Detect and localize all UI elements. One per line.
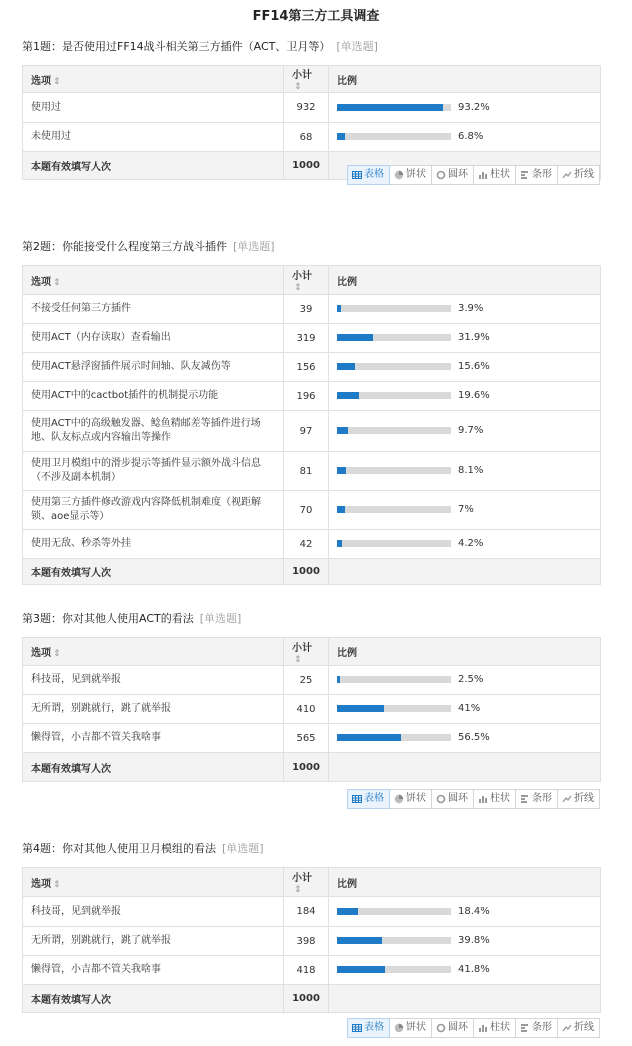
total-label: 本题有效填写人次: [23, 559, 284, 585]
ratio-cell: [329, 295, 601, 324]
line-icon: [562, 1023, 574, 1033]
ratio-cell: [329, 452, 601, 491]
progress-bar-fill: [337, 705, 384, 712]
progress-bar-fill: [337, 676, 340, 683]
option-count: 184: [284, 897, 329, 927]
sort-icon[interactable]: ⇕: [294, 885, 302, 895]
tab-ring[interactable]: [431, 789, 474, 809]
percent-label: 18.4%: [458, 905, 490, 917]
option-header-label: 选项: [31, 648, 51, 659]
pie-icon: [394, 794, 406, 804]
progress-bar-track: [337, 133, 451, 140]
question-type: [单选题]: [336, 40, 378, 53]
option-label: 使用ACT中的高级触发器、鲶鱼精邮差等插件进行场地、队友标点或内容输出等操作: [23, 411, 284, 452]
tab-table[interactable]: [347, 1018, 390, 1038]
column-icon: [478, 794, 490, 804]
tab-pie[interactable]: [389, 165, 432, 185]
percent-label: 3.9%: [458, 303, 484, 314]
table-row: [23, 491, 601, 530]
option-count: 68: [284, 123, 329, 152]
table-row: [23, 695, 601, 724]
ratio-cell: [329, 324, 601, 353]
line-icon: [562, 170, 574, 180]
tab-ring[interactable]: [431, 1018, 474, 1038]
ratio-cell: [329, 353, 601, 382]
ratio-cell: [329, 956, 601, 985]
progress-bar-track: [337, 467, 451, 474]
chart-type-tabs: [348, 1018, 600, 1038]
tab-label: 圆环: [448, 1022, 468, 1033]
table-icon: [352, 1023, 364, 1033]
ratio-cell: [329, 927, 601, 956]
results-table: [22, 637, 601, 782]
option-count: 81: [284, 452, 329, 491]
table-icon: [352, 794, 364, 804]
percent-label: 19.6%: [458, 390, 490, 401]
results-table: [22, 867, 601, 1013]
sort-icon[interactable]: ⇕: [294, 82, 302, 92]
progress-bar-track: [337, 305, 451, 312]
tab-line[interactable]: [557, 1018, 600, 1038]
progress-bar-track: [337, 705, 451, 712]
progress-bar-track: [337, 540, 451, 547]
table-icon: [352, 170, 364, 180]
option-label: 科技哥，见到就举报: [23, 666, 284, 695]
progress-bar-fill: [337, 467, 346, 474]
option-count: 932: [284, 93, 329, 123]
ratio-cell: [329, 695, 601, 724]
tab-label: 饼状: [406, 169, 426, 180]
progress-bar-fill: [337, 392, 359, 399]
tab-bar[interactable]: [515, 1018, 558, 1038]
percent-label: 41.8%: [458, 964, 490, 975]
total-empty-cell: [329, 753, 601, 782]
progress-bar-fill: [337, 427, 348, 434]
table-row: [23, 93, 601, 123]
option-label: 科技哥，见到就举报: [23, 897, 284, 927]
option-count: 319: [284, 324, 329, 353]
table-header-row: [23, 868, 601, 897]
ring-icon: [436, 1023, 448, 1033]
line-icon: [562, 794, 574, 804]
tab-line[interactable]: [557, 789, 600, 809]
tab-label: 柱状: [490, 793, 510, 804]
option-count: 418: [284, 956, 329, 985]
progress-bar-fill: [337, 966, 385, 973]
question-title: [22, 611, 241, 627]
count-column-header[interactable]: [284, 66, 329, 93]
table-row: [23, 295, 601, 324]
option-header-label: 选项: [31, 276, 51, 288]
progress-bar-fill: [337, 334, 373, 341]
table-row: [23, 927, 601, 956]
ratio-cell: [329, 724, 601, 753]
option-count: 196: [284, 382, 329, 411]
option-count: 42: [284, 530, 329, 559]
percent-label: 8.1%: [458, 465, 484, 476]
count-header-label: 小计: [292, 642, 312, 654]
question-type: [单选题]: [222, 842, 264, 855]
total-row: [23, 753, 601, 782]
progress-bar-fill: [337, 133, 345, 140]
count-header-label: 小计: [292, 70, 312, 81]
sort-icon[interactable]: ⇕: [53, 76, 61, 87]
question-title: [22, 39, 378, 55]
question-type: [单选题]: [199, 612, 242, 625]
ratio-cell: [329, 382, 601, 411]
tab-label: 圆环: [448, 169, 468, 180]
table-row: [23, 897, 601, 927]
table-row: [23, 956, 601, 985]
table-row: [23, 123, 601, 152]
option-header-label: 选项: [31, 878, 51, 890]
percent-label: 41%: [458, 703, 481, 714]
progress-bar-fill: [337, 540, 342, 547]
chart-type-tabs: [348, 165, 600, 185]
ratio-cell: [329, 491, 601, 530]
tab-label: 饼状: [406, 1022, 426, 1033]
ratio-cell: [329, 93, 601, 123]
option-label: 使用第三方插件修改游戏内容降低机制难度（视距解锁、aoe显示等）: [23, 491, 284, 530]
question-title-text: 第4题：你对其他人使用卫月模组的看法: [22, 842, 216, 855]
total-row: [23, 559, 601, 585]
option-count: 565: [284, 724, 329, 753]
tab-label: 折线: [574, 1022, 594, 1033]
results-table: [22, 65, 601, 180]
ratio-cell: [329, 666, 601, 695]
sort-icon[interactable]: ⇕: [53, 879, 61, 890]
tab-bar[interactable]: [515, 165, 558, 185]
tab-pie[interactable]: [389, 789, 432, 809]
table-row: [23, 382, 601, 411]
percent-label: 93.2%: [458, 101, 490, 113]
table-header-row: [23, 638, 601, 666]
option-count: 97: [284, 411, 329, 452]
option-column-header[interactable]: [23, 638, 284, 666]
option-count: 70: [284, 491, 329, 530]
table-row: [23, 452, 601, 491]
results-table: [22, 265, 601, 585]
progress-bar-fill: [337, 506, 345, 513]
bar-icon: [520, 794, 532, 804]
total-empty-cell: [329, 559, 601, 585]
option-column-header[interactable]: [23, 66, 284, 93]
progress-bar-track: [337, 734, 451, 741]
tab-pie[interactable]: [389, 1018, 432, 1038]
tab-ring[interactable]: [431, 165, 474, 185]
total-row: [23, 985, 601, 1013]
tab-label: 柱状: [490, 1022, 510, 1033]
table-row: [23, 666, 601, 695]
total-count: 1000: [284, 152, 329, 180]
tab-label: 表格: [364, 169, 384, 180]
percent-label: 9.7%: [458, 425, 484, 436]
progress-bar-track: [337, 676, 451, 683]
option-count: 156: [284, 353, 329, 382]
column-icon: [478, 1023, 490, 1033]
pie-icon: [394, 1023, 406, 1033]
option-label: 使用无敌、秒杀等外挂: [23, 530, 284, 559]
table-row: [23, 411, 601, 452]
option-label: 未使用过: [23, 123, 284, 152]
option-column-header[interactable]: [23, 868, 284, 897]
question-title-text: 第2题：你能接受什么程度第三方战斗插件: [22, 240, 227, 253]
option-header-label: 选项: [31, 75, 51, 87]
count-header-label: 小计: [292, 873, 312, 884]
tab-column[interactable]: [473, 165, 516, 185]
option-label: 使用卫月模组中的滑步提示等插件显示额外战斗信息（不涉及副本机制）: [23, 452, 284, 491]
tab-label: 饼状: [406, 793, 426, 804]
table-row: [23, 724, 601, 753]
tab-column[interactable]: [473, 1018, 516, 1038]
tab-label: 表格: [364, 793, 384, 804]
progress-bar-fill: [337, 104, 443, 111]
progress-bar-track: [337, 392, 451, 399]
question-title-text: 第1题：是否使用过FF14战斗相关第三方插件（ACT、卫月等）: [22, 40, 331, 53]
total-label: 本题有效填写人次: [23, 753, 284, 782]
option-label: 使用ACT（内存读取）查看输出: [23, 324, 284, 353]
tab-label: 条形: [532, 1022, 552, 1033]
total-label: 本题有效填写人次: [23, 985, 284, 1013]
tab-label: 表格: [364, 1022, 384, 1033]
tab-label: 条形: [532, 169, 552, 180]
tab-table[interactable]: [347, 165, 390, 185]
progress-bar-track: [337, 966, 451, 973]
ratio-cell: [329, 123, 601, 152]
percent-label: 56.5%: [458, 732, 490, 743]
progress-bar-fill: [337, 734, 401, 741]
ratio-cell: [329, 897, 601, 927]
table-header-row: [23, 266, 601, 295]
page-title: FF14第三方工具调查: [252, 9, 380, 24]
tab-label: 条形: [532, 793, 552, 804]
sort-icon[interactable]: ⇕: [53, 649, 61, 659]
progress-bar-track: [337, 506, 451, 513]
option-label: 无所谓，别跳就行，跳了就举报: [23, 927, 284, 956]
count-column-header[interactable]: [284, 638, 329, 666]
tab-table[interactable]: [347, 789, 390, 809]
sort-icon[interactable]: ⇕: [53, 277, 61, 288]
progress-bar-fill: [337, 363, 355, 370]
tab-label: 折线: [574, 793, 594, 804]
tab-label: 柱状: [490, 169, 510, 180]
chart-type-tabs: [348, 789, 600, 809]
percent-label: 31.9%: [458, 332, 490, 343]
option-count: 25: [284, 666, 329, 695]
sort-icon[interactable]: ⇕: [294, 654, 302, 665]
ring-icon: [436, 794, 448, 804]
tab-label: 圆环: [448, 793, 468, 804]
option-label: 懒得管，小吉都不管关我啥事: [23, 956, 284, 985]
option-count: 39: [284, 295, 329, 324]
ratio-cell: [329, 530, 601, 559]
table-row: [23, 530, 601, 559]
ratio-column-header: 比例: [329, 266, 601, 295]
bar-icon: [520, 170, 532, 180]
percent-label: 2.5%: [458, 674, 484, 685]
bar-icon: [520, 1023, 532, 1033]
table-row: [23, 324, 601, 353]
count-header-label: 小计: [292, 271, 312, 282]
tab-line[interactable]: [557, 165, 600, 185]
progress-bar-fill: [337, 305, 341, 312]
percent-label: 4.2%: [458, 538, 484, 549]
sort-icon[interactable]: ⇕: [294, 283, 302, 293]
progress-bar-track: [337, 427, 451, 434]
progress-bar-track: [337, 104, 451, 111]
question-type: [单选题]: [233, 240, 275, 253]
progress-bar-track: [337, 937, 451, 944]
table-row: [23, 353, 601, 382]
ratio-column-header: 比例: [329, 868, 601, 897]
total-count: 1000: [284, 559, 329, 585]
progress-bar-track: [337, 334, 451, 341]
option-count: 410: [284, 695, 329, 724]
table-header-row: [23, 66, 601, 93]
count-column-header[interactable]: [284, 266, 329, 295]
total-empty-cell: [329, 985, 601, 1013]
question-title: [22, 841, 264, 857]
total-label: 本题有效填写人次: [23, 152, 284, 180]
option-label: 无所谓，别跳就行，跳了就举报: [23, 695, 284, 724]
option-label: 懒得管，小吉都不管关我啥事: [23, 724, 284, 753]
progress-bar-fill: [337, 937, 382, 944]
percent-label: 15.6%: [458, 361, 490, 372]
column-icon: [478, 170, 490, 180]
tab-label: 折线: [574, 169, 594, 180]
total-count: 1000: [284, 985, 329, 1013]
progress-bar-track: [337, 363, 451, 370]
tab-column[interactable]: [473, 789, 516, 809]
option-count: 398: [284, 927, 329, 956]
ring-icon: [436, 170, 448, 180]
total-count: 1000: [284, 753, 329, 782]
option-label: 使用ACT悬浮窗插件展示时间轴、队友减伤等: [23, 353, 284, 382]
question-title: [22, 239, 275, 255]
option-label: 使用过: [23, 93, 284, 123]
percent-label: 7%: [458, 504, 474, 515]
option-column-header[interactable]: [23, 266, 284, 295]
option-label: 使用ACT中的cactbot插件的机制提示功能: [23, 382, 284, 411]
option-label: 不接受任何第三方插件: [23, 295, 284, 324]
percent-label: 6.8%: [458, 131, 484, 142]
ratio-cell: [329, 411, 601, 452]
tab-bar[interactable]: [515, 789, 558, 809]
question-title-text: 第3题：你对其他人使用ACT的看法: [22, 612, 194, 625]
ratio-column-header: 比例: [329, 66, 601, 93]
progress-bar-track: [337, 908, 451, 915]
count-column-header[interactable]: [284, 868, 329, 897]
progress-bar-fill: [337, 908, 358, 915]
pie-icon: [394, 170, 406, 180]
ratio-column-header: 比例: [329, 638, 601, 666]
percent-label: 39.8%: [458, 935, 490, 946]
